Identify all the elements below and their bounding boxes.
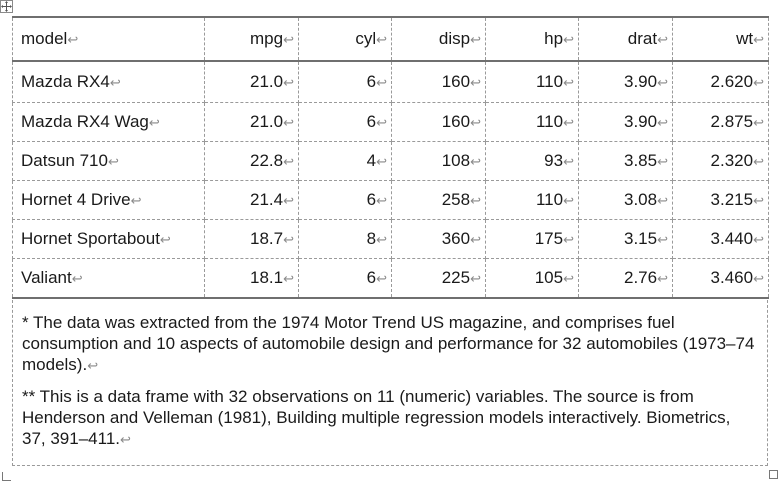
cell-end-mark: ↩ bbox=[753, 154, 764, 169]
header-cell-disp[interactable]: disp↩ bbox=[392, 17, 486, 61]
cell-end-mark: ↩ bbox=[657, 271, 668, 286]
table-cell[interactable]: 3.440↩ bbox=[673, 220, 769, 259]
table-cell[interactable]: 21.0↩ bbox=[205, 61, 299, 103]
cell-end-mark: ↩ bbox=[753, 232, 764, 247]
cell-end-mark: ↩ bbox=[376, 75, 387, 90]
table-cell[interactable]: 2.620↩ bbox=[673, 61, 769, 103]
cell-end-mark: ↩ bbox=[470, 232, 481, 247]
cell-end-mark: ↩ bbox=[470, 193, 481, 208]
table-cell[interactable]: 3.90↩ bbox=[579, 103, 673, 142]
cell-end-mark: ↩ bbox=[376, 232, 387, 247]
table-cell[interactable]: 160↩ bbox=[392, 103, 486, 142]
table-cell[interactable]: 3.08↩ bbox=[579, 181, 673, 220]
cell-end-mark: ↩ bbox=[563, 154, 574, 169]
paragraph-mark-icon bbox=[2, 472, 11, 481]
cell-end-mark: ↩ bbox=[376, 154, 387, 169]
table-cell[interactable]: Mazda RX4 Wag↩ bbox=[13, 103, 205, 142]
table-resize-handle[interactable] bbox=[769, 470, 778, 479]
cell-end-mark: ↩ bbox=[376, 271, 387, 286]
cell-end-mark: ↩ bbox=[657, 75, 668, 90]
cell-end-mark: ↩ bbox=[470, 271, 481, 286]
table-cell[interactable]: 175↩ bbox=[486, 220, 579, 259]
table-cell[interactable]: 3.90↩ bbox=[579, 61, 673, 103]
cell-end-mark: ↩ bbox=[159, 232, 171, 247]
cell-end-mark: ↩ bbox=[563, 75, 574, 90]
header-cell-mpg[interactable]: mpg↩ bbox=[205, 17, 299, 61]
cell-end-mark: ↩ bbox=[376, 193, 387, 208]
note-paragraph: ** This is a data frame with 32 observations on 11 (numeric) variables. The source is from Henderson and Velleman (1981), Building multiple regression models interactively. Biometrics, 37, 391–411.↩ bbox=[22, 387, 731, 448]
cell-end-mark: ↩ bbox=[753, 115, 764, 130]
header-cell-wt[interactable]: wt↩ bbox=[673, 17, 769, 61]
table-cell[interactable]: Datsun 710↩ bbox=[13, 142, 205, 181]
header-cell-cyl[interactable]: cyl↩ bbox=[299, 17, 392, 61]
cell-end-mark: ↩ bbox=[753, 75, 764, 90]
header-row bbox=[13, 17, 769, 61]
cell-end-mark: ↩ bbox=[71, 271, 83, 286]
cell-end-mark: ↩ bbox=[657, 32, 668, 47]
cell-end-mark: ↩ bbox=[657, 115, 668, 130]
cell-end-mark: ↩ bbox=[283, 232, 294, 247]
table-cell[interactable]: 3.15↩ bbox=[579, 220, 673, 259]
paragraph-mark: ↩ bbox=[87, 358, 99, 373]
table-cell[interactable]: 22.8↩ bbox=[205, 142, 299, 181]
table-row bbox=[13, 259, 769, 299]
table-cell[interactable]: 6↩ bbox=[299, 61, 392, 103]
table-row bbox=[13, 142, 769, 181]
cell-end-mark: ↩ bbox=[283, 75, 294, 90]
cell-end-mark: ↩ bbox=[563, 32, 574, 47]
cell-end-mark: ↩ bbox=[376, 115, 387, 130]
table-cell[interactable]: 3.460↩ bbox=[673, 259, 769, 299]
header-cell-drat[interactable]: drat↩ bbox=[579, 17, 673, 61]
cell-end-mark: ↩ bbox=[107, 154, 119, 169]
table-cell[interactable]: Mazda RX4↩ bbox=[13, 61, 205, 103]
cell-end-mark: ↩ bbox=[563, 232, 574, 247]
table-row bbox=[13, 181, 769, 220]
table-cell[interactable]: 2.875↩ bbox=[673, 103, 769, 142]
cell-end-mark: ↩ bbox=[283, 32, 294, 47]
cell-end-mark: ↩ bbox=[470, 75, 481, 90]
table-cell[interactable]: 4↩ bbox=[299, 142, 392, 181]
cell-end-mark: ↩ bbox=[657, 232, 668, 247]
cell-end-mark: ↩ bbox=[657, 193, 668, 208]
table-cell[interactable]: 6↩ bbox=[299, 259, 392, 299]
cell-end-mark: ↩ bbox=[657, 154, 668, 169]
table-cell[interactable]: 258↩ bbox=[392, 181, 486, 220]
cell-end-mark: ↩ bbox=[563, 193, 574, 208]
table-cell[interactable]: 18.7↩ bbox=[205, 220, 299, 259]
cell-end-mark: ↩ bbox=[753, 271, 764, 286]
cell-end-mark: ↩ bbox=[283, 115, 294, 130]
table-cell[interactable]: 105↩ bbox=[486, 259, 579, 299]
cell-end-mark: ↩ bbox=[470, 32, 481, 47]
table-cell[interactable]: 108↩ bbox=[392, 142, 486, 181]
table-cell[interactable]: Hornet 4 Drive↩ bbox=[13, 181, 205, 220]
cell-end-mark: ↩ bbox=[753, 32, 764, 47]
table-cell[interactable]: 21.0↩ bbox=[205, 103, 299, 142]
cell-end-mark: ↩ bbox=[283, 271, 294, 286]
table-cell[interactable]: 110↩ bbox=[486, 181, 579, 220]
table-cell[interactable]: 18.1↩ bbox=[205, 259, 299, 299]
table-row bbox=[13, 220, 769, 259]
note-paragraph: * The data was extracted from the 1974 Motor Trend US magazine, and comprises fuel consumption and 10 aspects of automobile design and performance for 32 automobiles (1973–74 models).↩ bbox=[22, 313, 755, 374]
table-cell[interactable]: 3.215↩ bbox=[673, 181, 769, 220]
table-cell[interactable]: 160↩ bbox=[392, 61, 486, 103]
table-cell[interactable]: 360↩ bbox=[392, 220, 486, 259]
table-cell[interactable]: 2.320↩ bbox=[673, 142, 769, 181]
cell-end-mark: ↩ bbox=[470, 115, 481, 130]
table-cell[interactable]: 3.85↩ bbox=[579, 142, 673, 181]
cell-end-mark: ↩ bbox=[563, 115, 574, 130]
header-cell-hp[interactable]: hp↩ bbox=[486, 17, 579, 61]
table-cell[interactable]: 6↩ bbox=[299, 103, 392, 142]
cell-end-mark: ↩ bbox=[148, 115, 160, 130]
cell-end-mark: ↩ bbox=[563, 271, 574, 286]
table-cell[interactable]: 6↩ bbox=[299, 181, 392, 220]
table-cell[interactable]: 110↩ bbox=[486, 61, 579, 103]
table-cell[interactable]: 2.76↩ bbox=[579, 259, 673, 299]
move-arrows-icon[interactable] bbox=[0, 0, 13, 13]
header-cell-model[interactable]: model↩ bbox=[13, 17, 205, 61]
table-cell[interactable]: 110↩ bbox=[486, 103, 579, 142]
table-row bbox=[13, 103, 769, 142]
table-cell[interactable]: 225↩ bbox=[392, 259, 486, 299]
data-table bbox=[12, 16, 769, 299]
cell-end-mark: ↩ bbox=[376, 32, 387, 47]
cell-end-mark: ↩ bbox=[753, 193, 764, 208]
cell-end-mark: ↩ bbox=[283, 154, 294, 169]
cell-end-mark: ↩ bbox=[283, 193, 294, 208]
cell-end-mark: ↩ bbox=[130, 193, 142, 208]
cell-end-mark: ↩ bbox=[470, 154, 481, 169]
table-cell[interactable]: 8↩ bbox=[299, 220, 392, 259]
table-cell[interactable]: Valiant↩ bbox=[13, 259, 205, 299]
cell-end-mark: ↩ bbox=[67, 32, 79, 47]
table-cell[interactable]: 93↩ bbox=[486, 142, 579, 181]
table-cell[interactable]: 21.4↩ bbox=[205, 181, 299, 220]
table-row bbox=[13, 61, 769, 103]
paragraph-mark: ↩ bbox=[120, 432, 131, 447]
cell-end-mark: ↩ bbox=[109, 75, 121, 90]
table-cell[interactable]: Hornet Sportabout↩ bbox=[13, 220, 205, 259]
table-notes-cell[interactable] bbox=[12, 300, 768, 466]
